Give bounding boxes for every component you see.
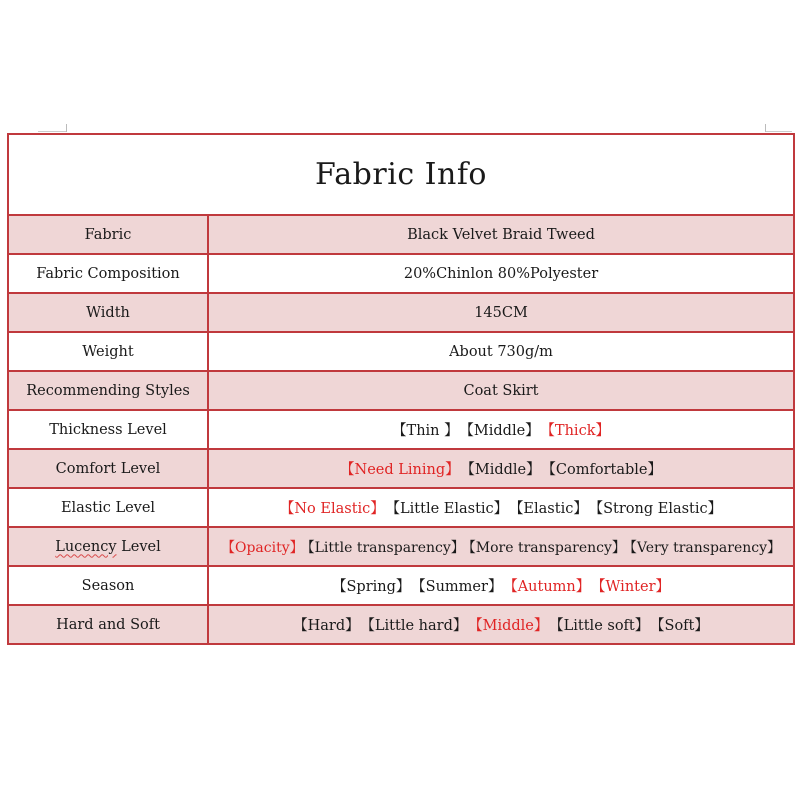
row-value: About 730g/m	[208, 332, 794, 371]
row-label: Comfort Level	[8, 449, 208, 488]
option-need-lining: 【Need Lining】	[340, 462, 460, 478]
crop-mark-right-tick	[765, 124, 766, 132]
table-row-season	[8, 566, 794, 605]
option-autumn: 【Autumn】	[510, 579, 591, 595]
table-row-hardness	[8, 605, 794, 644]
crop-mark-left	[38, 131, 66, 132]
option-winter: 【Winter】	[598, 579, 670, 595]
table-title: Fabric Info	[8, 134, 794, 215]
crop-mark-right	[766, 131, 792, 132]
option-little-transparency: 【Little transparency】	[307, 539, 465, 556]
row-label: Fabric	[8, 215, 208, 254]
option-very-transparency: 【Very transparency】	[629, 539, 782, 556]
option-middle: 【Middle】	[466, 423, 540, 439]
option-list	[208, 605, 794, 644]
table-row-fabric	[8, 215, 794, 254]
option-thick: 【Thick】	[547, 423, 610, 439]
table-row-width	[8, 293, 794, 332]
table-row-composition	[8, 254, 794, 293]
option-summer: 【Summer】	[418, 579, 503, 595]
option-middle: 【Middle】	[467, 462, 541, 478]
option-thin: 【Thin 】	[392, 423, 459, 439]
row-label-spellcheck: Lucency	[55, 538, 117, 555]
table-row-styles	[8, 371, 794, 410]
crop-mark-left-tick	[66, 124, 67, 132]
option-opacity: 【Opacity】	[220, 539, 304, 556]
fabric-info-table	[7, 133, 795, 645]
option-list	[208, 488, 794, 527]
row-label: Elastic Level	[8, 488, 208, 527]
option-list	[208, 527, 794, 566]
option-more-transparency: 【More transparency】	[468, 539, 626, 556]
table-row-lucency	[8, 527, 794, 566]
row-label: Width	[8, 293, 208, 332]
row-label: Season	[8, 566, 208, 605]
option-little-hard: 【Little hard】	[367, 618, 468, 634]
option-list	[208, 410, 794, 449]
option-middle: 【Middle】	[475, 618, 549, 634]
table-row-comfort	[8, 449, 794, 488]
option-little-elastic: 【Little Elastic】	[392, 501, 509, 517]
row-label: Recommending Styles	[8, 371, 208, 410]
row-label: Fabric Composition	[8, 254, 208, 293]
option-no-elastic: 【No Elastic】	[279, 501, 385, 517]
option-list	[208, 449, 794, 488]
row-value: Coat Skirt	[208, 371, 794, 410]
option-soft: 【Soft】	[657, 618, 709, 634]
option-spring: 【Spring】	[332, 579, 411, 595]
option-list	[208, 566, 794, 605]
option-strong-elastic: 【Strong Elastic】	[595, 501, 723, 517]
row-label: Thickness Level	[8, 410, 208, 449]
option-comfortable: 【Comfortable】	[548, 462, 662, 478]
option-elastic: 【Elastic】	[516, 501, 588, 517]
row-value: 145CM	[208, 293, 794, 332]
row-label-rest: Level	[116, 538, 161, 555]
row-label: Hard and Soft	[8, 605, 208, 644]
table-row-weight	[8, 332, 794, 371]
row-label: Weight	[8, 332, 208, 371]
option-hard: 【Hard】	[293, 618, 360, 634]
row-value: Black Velvet Braid Tweed	[208, 215, 794, 254]
table-row-elastic	[8, 488, 794, 527]
table-row-thickness	[8, 410, 794, 449]
row-label	[8, 527, 208, 566]
row-value: 20%Chinlon 80%Polyester	[208, 254, 794, 293]
option-little-soft: 【Little soft】	[556, 618, 650, 634]
